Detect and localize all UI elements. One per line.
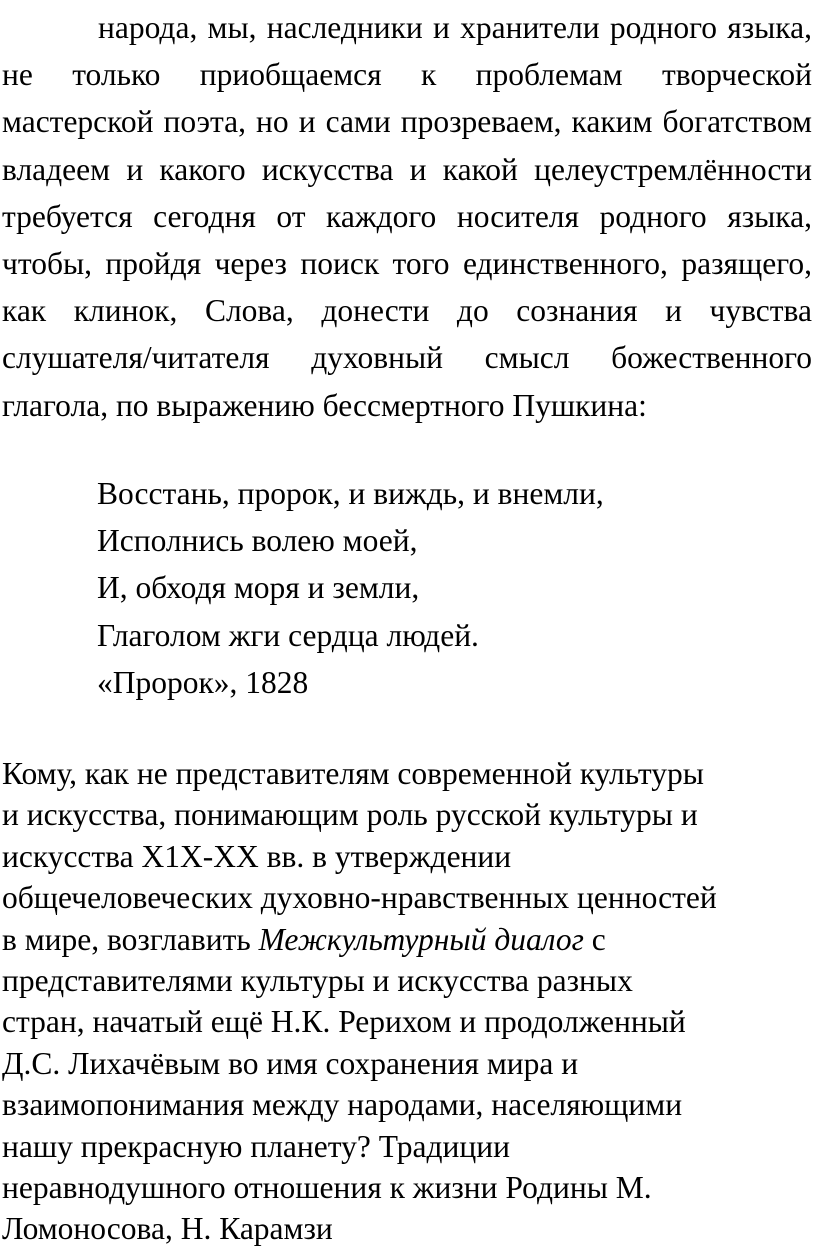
text-line: Д.С. Лихачёвым во имя сохранения мира и: [2, 1045, 579, 1081]
paragraph-dialogue: [2, 753, 812, 1250]
text-line: и искусства, понимающим роль русской культуры и: [2, 797, 698, 833]
text-line: представителями культуры и искусства разных: [2, 963, 633, 999]
poem-line: И, обходя моря и земли,: [97, 570, 420, 606]
italic-term: Межкультурный диалог: [258, 921, 584, 957]
paragraph-intro: народа, мы, наследники и хранители родного языка, не только приобщаемся к проблемам творческой мастерской поэта, но и сами прозреваем, каким богатством владеем и какого искусства и какой целеустремлённости требуется сегодня от каждого носителя родного языка, чтобы, пройдя через поиск того единственного, разящего, как клинок, Слова, донести до сознания и чувства слушателя/читателя духовный смысл божественного глагола, по выражению бессмертного Пушкина:: [2, 10, 812, 423]
text-line: общечеловеческих духовно-нравственных ценностей: [2, 880, 717, 916]
text-fragment: с: [583, 921, 606, 957]
text-line: нашу прекрасную планету? Традиции: [2, 1128, 510, 1164]
poem-line: Исполнись волею моей,: [97, 523, 418, 559]
text-line: Кому, как не представителям современной культуры: [2, 756, 704, 791]
text-line: неравнодушного отношения к жизни Родины М.: [2, 1170, 652, 1206]
text-line: Ломоносова, Н. Карамзи: [2, 1211, 333, 1247]
text-line: взаимопонимания между народами, населяющими: [2, 1087, 683, 1123]
poem-line: Глаголом жги сердца людей.: [97, 617, 479, 653]
text-line: стран, начатый ещё Н.К. Рерихом и продолженный: [2, 1004, 686, 1040]
text-line: [2, 919, 812, 960]
poem-source: «Пророк», 1828: [97, 664, 309, 700]
poem-line: Восстань, пророк, и виждь, и внемли,: [97, 476, 604, 511]
text-line: искусства Х1Х-ХХ вв. в утверждении: [2, 838, 512, 874]
text-fragment: в мире, возглавить: [2, 921, 259, 957]
poem-quote: [97, 470, 797, 706]
